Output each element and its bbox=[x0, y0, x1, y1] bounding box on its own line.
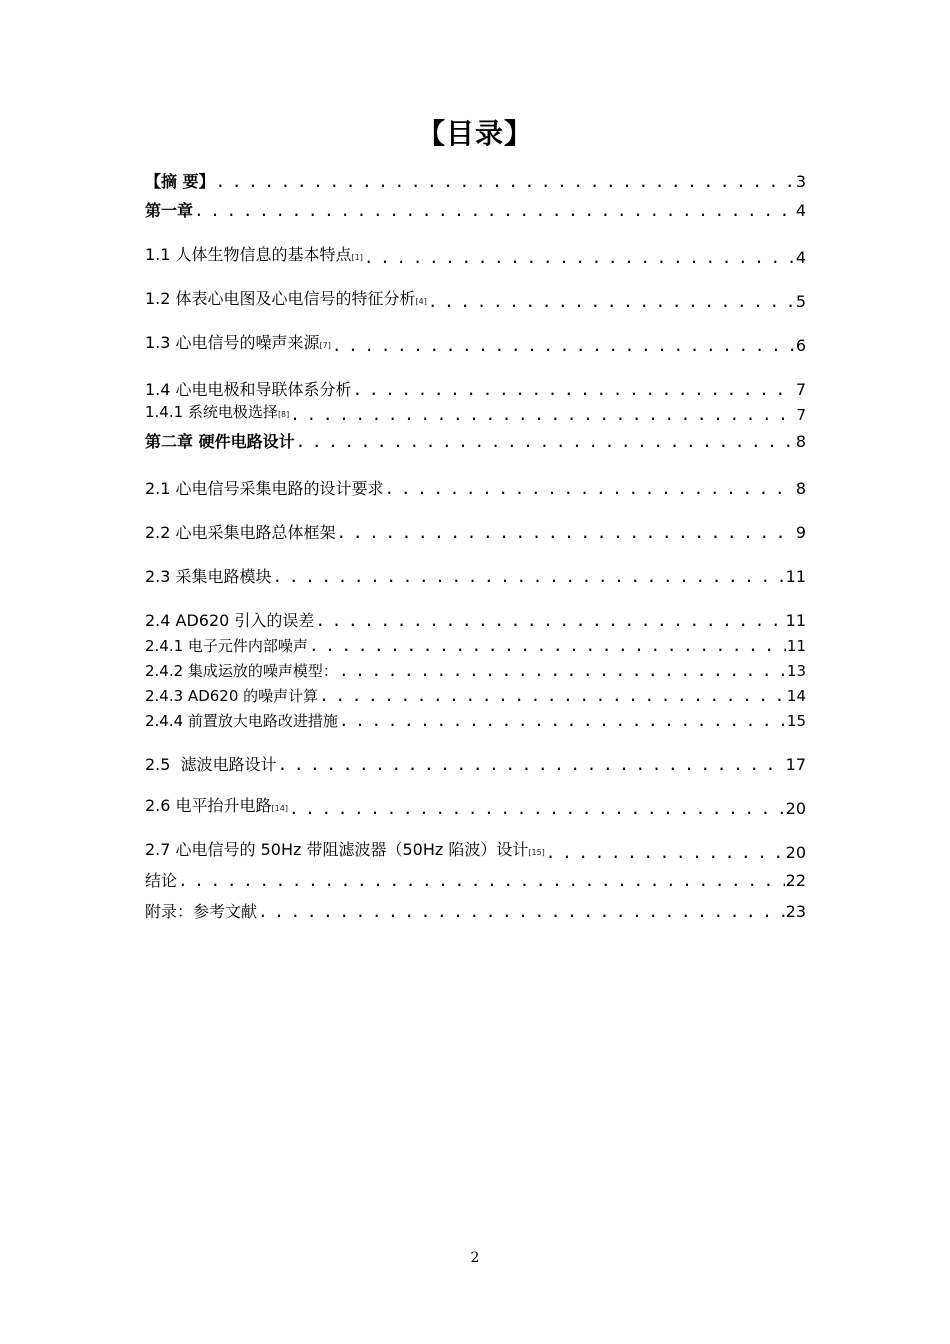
citation-ref: [15] bbox=[528, 848, 545, 857]
toc-entry-2-1[interactable] bbox=[145, 477, 806, 499]
toc-entry-1-4-1[interactable] bbox=[145, 403, 806, 425]
citation-ref: [8] bbox=[277, 410, 290, 419]
dot-leader bbox=[385, 479, 795, 499]
entry-page: 11 bbox=[785, 567, 806, 586]
entry-page: 5 bbox=[795, 292, 806, 311]
entry-label: 2.4.1 电子元件内部噪声 bbox=[145, 637, 308, 655]
toc-entry-2-2[interactable] bbox=[145, 521, 806, 543]
entry-label: 2.1 心电信号采集电路的设计要求 bbox=[145, 479, 384, 498]
dot-leader bbox=[178, 871, 785, 891]
toc-entry-2-6[interactable] bbox=[145, 797, 806, 819]
page-number: 2 bbox=[470, 1250, 480, 1266]
citation-ref: [4] bbox=[415, 297, 427, 306]
toc-entry-2-4-4[interactable] bbox=[145, 709, 806, 731]
entry-label: 附录：参考文献 bbox=[145, 902, 258, 921]
entry-label: 结论 bbox=[145, 871, 178, 890]
entry-page: 4 bbox=[795, 201, 806, 220]
entry-page: 7 bbox=[795, 380, 806, 399]
dot-leader bbox=[273, 567, 785, 587]
entry-label: 1.3 心电信号的噪声来源 bbox=[145, 333, 320, 352]
toc-entry-chapter-2[interactable] bbox=[145, 430, 806, 452]
entry-page: 4 bbox=[795, 248, 806, 267]
entry-label: 2.5 滤波电路设计 bbox=[145, 755, 277, 774]
entry-page: 17 bbox=[785, 755, 806, 774]
toc-entry-1-1[interactable] bbox=[145, 246, 806, 268]
entry-page: 20 bbox=[785, 799, 806, 818]
toc-entry-2-4-3[interactable] bbox=[145, 684, 806, 706]
entry-label: 2.6 电平抬升电路 bbox=[145, 796, 272, 815]
dot-leader bbox=[278, 755, 785, 775]
dot-leader bbox=[289, 799, 785, 819]
citation-ref: [1] bbox=[351, 253, 363, 262]
entry-page: 6 bbox=[795, 336, 806, 355]
dot-leader bbox=[337, 523, 795, 543]
dot-leader bbox=[315, 611, 784, 631]
toc-entry-2-4[interactable] bbox=[145, 609, 806, 631]
dot-leader bbox=[194, 201, 795, 221]
entry-page: 7 bbox=[796, 406, 806, 424]
entry-page: 9 bbox=[795, 523, 806, 542]
dot-leader bbox=[353, 380, 795, 400]
dot-leader bbox=[216, 172, 795, 192]
entry-label: 1.2 体表心电图及心电信号的特征分析 bbox=[145, 289, 416, 308]
entry-page: 22 bbox=[785, 871, 806, 890]
entry-page: 8 bbox=[795, 432, 806, 451]
dot-leader bbox=[290, 405, 795, 425]
toc-entry-1-4[interactable] bbox=[145, 378, 806, 400]
dot-leader bbox=[309, 636, 786, 656]
dot-leader bbox=[339, 661, 786, 681]
entry-label: 第一章 bbox=[145, 201, 194, 220]
entry-label: 2.2 心电采集电路总体框架 bbox=[145, 523, 336, 542]
toc-entry-2-7[interactable] bbox=[145, 841, 806, 863]
toc-entry-conclusion[interactable] bbox=[145, 869, 806, 891]
entry-page: 3 bbox=[795, 172, 806, 191]
entry-label: 【摘 要】 bbox=[145, 172, 215, 191]
entry-page: 20 bbox=[785, 843, 806, 862]
toc-entry-2-4-2[interactable] bbox=[145, 659, 806, 681]
entry-label: 2.7 心电信号的 50Hz 带阻滤波器（50Hz 陷波）设计 bbox=[145, 840, 529, 859]
entry-label: 2.4.4 前置放大电路改进措施 bbox=[145, 712, 338, 730]
entry-page: 15 bbox=[786, 712, 806, 730]
entry-label: 2.4 AD620 引入的误差 bbox=[145, 611, 315, 630]
entry-page: 14 bbox=[786, 687, 806, 705]
toc-entry-chapter-1[interactable] bbox=[145, 199, 806, 221]
dot-leader bbox=[332, 336, 795, 356]
dot-leader bbox=[319, 686, 786, 706]
entry-page: 13 bbox=[786, 662, 806, 680]
entry-label: 2.3 采集电路模块 bbox=[145, 567, 272, 586]
citation-ref: [14] bbox=[271, 804, 288, 813]
entry-label: 1.1 人体生物信息的基本特点 bbox=[145, 245, 352, 264]
dot-leader bbox=[339, 711, 786, 731]
toc-entry-abstract[interactable] bbox=[145, 170, 806, 192]
dot-leader bbox=[364, 248, 795, 268]
entry-page: 23 bbox=[785, 902, 806, 921]
entry-label: 2.4.3 AD620 的噪声计算 bbox=[145, 687, 319, 705]
toc-entry-appendix[interactable] bbox=[145, 900, 806, 922]
toc-entry-2-3[interactable] bbox=[145, 565, 806, 587]
entry-page: 11 bbox=[785, 611, 806, 630]
entry-label: 第二章 硬件电路设计 bbox=[145, 432, 295, 451]
dot-leader bbox=[296, 432, 795, 452]
dot-leader bbox=[428, 292, 795, 312]
toc-entry-2-4-1[interactable] bbox=[145, 634, 806, 656]
dot-leader bbox=[546, 843, 785, 863]
toc-title: 【目录】 bbox=[416, 117, 533, 150]
toc-entry-1-3[interactable] bbox=[145, 334, 806, 356]
entry-label: 1.4 心电电极和导联体系分析 bbox=[145, 380, 352, 399]
toc-entry-2-5[interactable] bbox=[145, 753, 806, 775]
toc-entry-1-2[interactable] bbox=[145, 290, 806, 312]
entry-page: 11 bbox=[786, 637, 806, 655]
entry-label: 1.4.1 系统电极选择 bbox=[145, 403, 278, 421]
entry-page: 8 bbox=[795, 479, 806, 498]
citation-ref: [7] bbox=[319, 341, 331, 350]
entry-label: 2.4.2 集成运放的噪声模型： bbox=[145, 662, 338, 680]
dot-leader bbox=[258, 902, 785, 922]
